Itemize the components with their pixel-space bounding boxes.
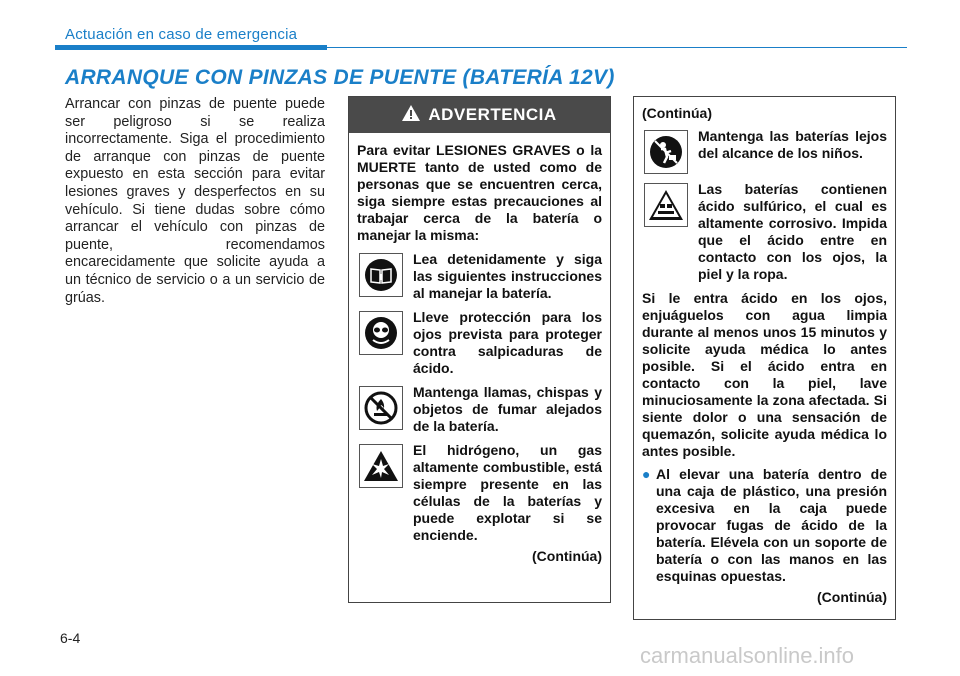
intro-paragraph: Arrancar con pinzas de puente puede ser peligroso si se realiza incorrectamente. Siga el procedimiento de arranque con pinzas de puente expuesto en esta sección para evitar lesiones graves y desperfectos en su vehículo. Si tiene dudas sobre cómo arrancar el vehículo con pinzas de puente, recomendamos encarecidamente que solicite ayuda a un técnico de servicio o a un servicio de grúas. [65,96,325,306]
continued-label: (Continúa) [817,589,887,605]
warning-header [349,97,610,133]
warning-item [644,181,887,283]
warning-intro: Para evitar LESIONES GRAVES o la MUERTE tanto de usted como de personas que se encuentren cerca, siga siempre estas precauciones al trabajar cerca de la batería o manejar la misma: [357,142,602,243]
corrosive-acid-icon [644,183,688,227]
warning-item-text: El hidrógeno, un gas altamente combustible, está siempre presente en las células de la baterías y puede explotar si se enciende. [413,442,602,543]
explosion-icon [359,444,403,488]
bullet-icon: ● [642,466,651,482]
warning-item-text: Lleve protección para los ojos prevista para proteger contra salpicaduras de ácido. [413,309,602,376]
warning-triangle-icon [402,105,420,126]
warning-item-text: Lea detenidamente y siga las siguientes instrucciones al manejar la batería. [413,251,602,301]
chapter-title: Actuación en caso de emergencia [65,26,298,43]
acid-contact-paragraph: Si le entra ácido en los ojos, enjuáguelos con agua limpia durante al menos unos 15 minutos y solicite ayuda médica lo antes posible. Si el ácido entra en contacto con la piel, lave minuciosamente la zona afectada. Si siente dolor o una sensación de quemazón, solicite ayuda médica lo antes posible. [642,290,887,459]
warning-item-text: Las baterías contienen ácido sulfúrico, el cual es altamente corrosivo. Impida que el ácido entre en contacto con los ojos, la piel y la ropa. [698,181,887,282]
watermark: carmanualsonline.info [640,643,855,668]
keep-away-children-icon [644,130,688,174]
no-flame-icon [359,386,403,430]
warning-box-continued [633,96,896,620]
warning-item [359,251,602,302]
warning-item [359,442,602,544]
section-title: ARRANQUE CON PINZAS DE PUENTE (BATERÍA 12V) [65,66,615,89]
header-rule [55,45,327,50]
warning-item-text: Mantenga las baterías lejos del alcance de los niños. [698,128,887,161]
bullet-item [642,466,887,585]
page-number: 6-4 [60,630,81,646]
warning-box [348,96,611,603]
warning-item [359,309,602,377]
continued-label-top: (Continúa) [642,105,712,121]
book-icon [359,253,403,297]
warning-item [359,384,602,435]
warning-item [644,128,887,174]
header-rule-thin [327,47,907,48]
warning-item-text: Mantenga llamas, chispas y objetos de fumar alejados de la batería. [413,384,602,434]
warning-header-label: ADVERTENCIA [428,105,557,124]
bullet-text: Al elevar una batería dentro de una caja de plástico, una presión excesiva en la caja puede provocar fugas de ácido de la batería. Elévela con un soporte de batería o con las manos en las esquinas opuestas. [656,466,887,584]
continued-label: (Continúa) [532,548,602,564]
safety-goggles-icon [359,311,403,355]
